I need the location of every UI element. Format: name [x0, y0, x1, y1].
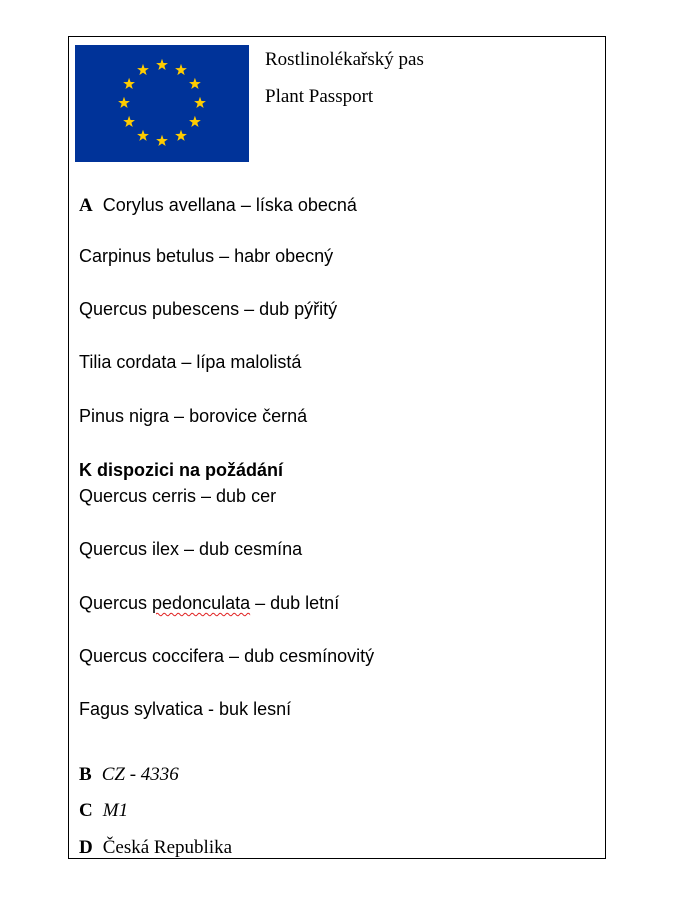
- flag-star-icon: [175, 130, 187, 141]
- section-d-letter: D: [79, 837, 93, 858]
- species-item: Corylus avellana – líska obecná: [102, 195, 357, 215]
- on-request-heading: K dispozici na požádání: [79, 460, 284, 480]
- plant-passport-box: [68, 36, 606, 859]
- flag-star-icon: [123, 78, 135, 89]
- flag-star-icon: [156, 59, 168, 70]
- flag-star-icon: [189, 116, 201, 127]
- passport-title-english: Plant Passport: [265, 86, 374, 107]
- passport-title-czech: Rostlinolékařský pas: [265, 49, 424, 70]
- species-item: Carpinus betulus – habr obecný: [79, 246, 334, 266]
- flag-star-icon: [156, 135, 168, 146]
- flag-star-icon: [137, 64, 149, 75]
- species-item: Pinus nigra – borovice černá: [79, 406, 308, 426]
- registration-number: CZ - 4336: [101, 764, 179, 785]
- section-c-row: [79, 800, 128, 822]
- section-c-letter: C: [79, 800, 93, 821]
- species-item: Quercus coccifera – dub cesmínovitý: [79, 646, 375, 666]
- flag-star-icon: [189, 78, 201, 89]
- section-a-row: [79, 195, 357, 217]
- traceability-code: M1: [102, 800, 129, 821]
- flag-star-icon: [137, 130, 149, 141]
- section-a-letter: A: [79, 195, 93, 216]
- section-b-row: [79, 764, 179, 786]
- species-item: Quercus cerris – dub cer: [79, 486, 277, 506]
- species-item: Tilia cordata – lípa malolistá: [79, 352, 302, 372]
- eu-flag-icon: [75, 45, 249, 162]
- section-b-letter: B: [79, 764, 92, 785]
- species-item: Quercus pubescens – dub pýřitý: [79, 299, 338, 319]
- country-of-origin: Česká Republika: [102, 837, 233, 858]
- section-d-row: [79, 837, 232, 859]
- species-item: Quercus ilex – dub cesmína: [79, 539, 303, 559]
- spellcheck-misspelled-word[interactable]: pedonculata: [152, 593, 251, 613]
- flag-star-icon: [175, 64, 187, 75]
- flag-star-icon: [194, 97, 206, 108]
- flag-star-icon: [123, 116, 135, 127]
- flag-star-icon: [118, 97, 130, 108]
- species-item: Quercus pedonculata – dub letní: [79, 593, 340, 613]
- species-item: Fagus sylvatica - buk lesní: [79, 699, 292, 719]
